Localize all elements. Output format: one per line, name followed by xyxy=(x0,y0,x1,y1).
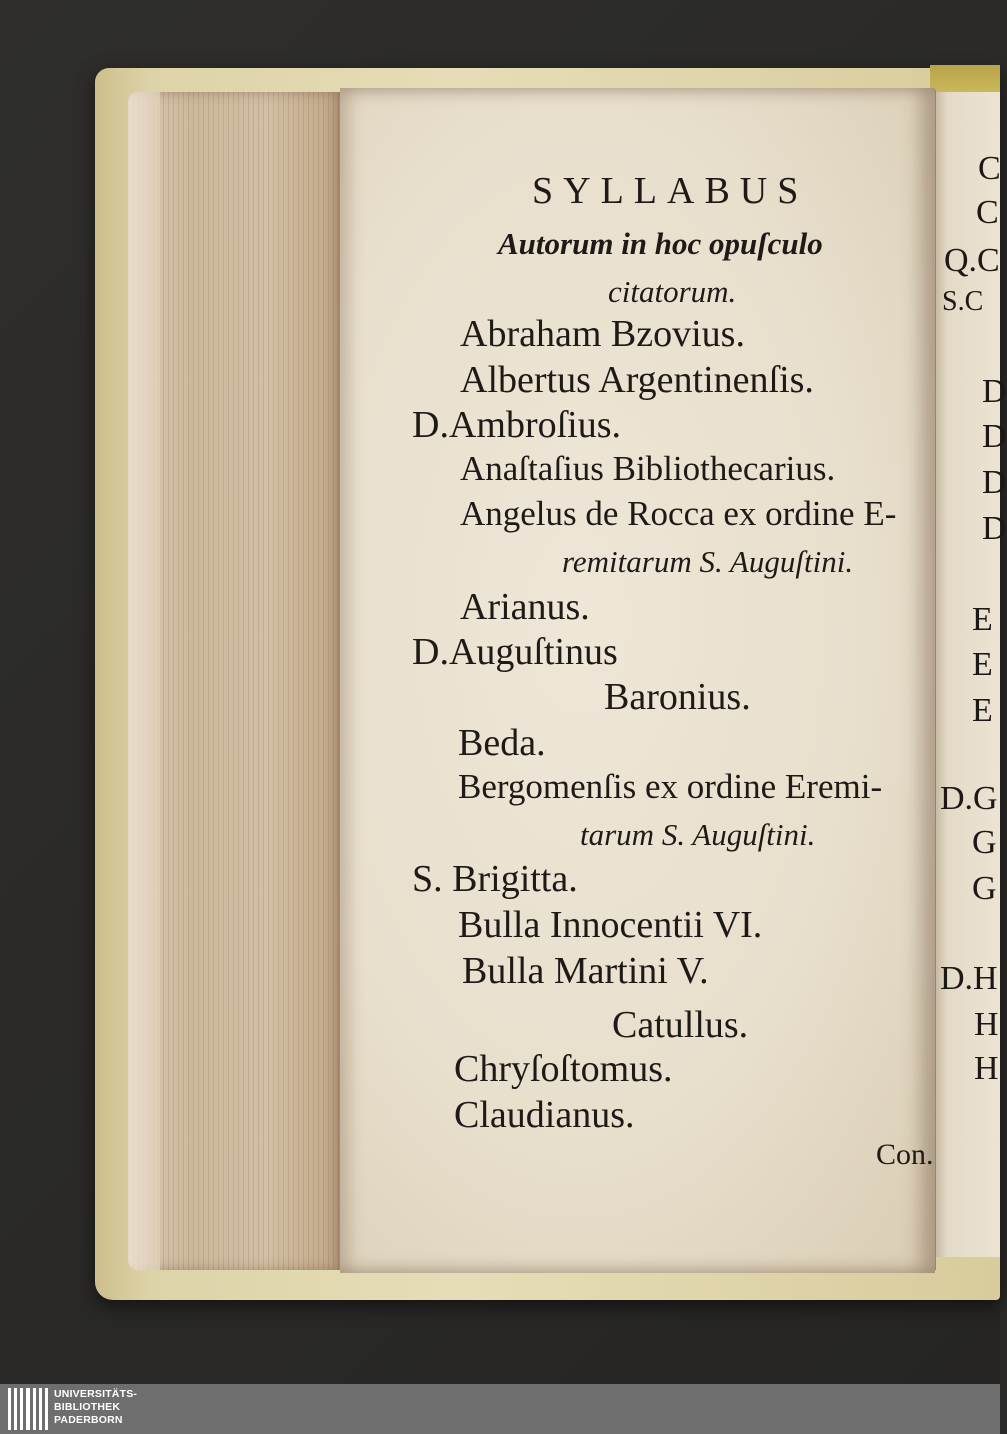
facing-fragment: H xyxy=(974,1050,999,1087)
library-logo-icon xyxy=(8,1388,48,1430)
entry-bergomensis: Bergomenſis ex ordine Eremi- xyxy=(458,767,883,806)
facing-fragment: C xyxy=(978,150,1001,187)
library-name-line-1: UNIVERSITÄTS- xyxy=(54,1388,138,1400)
entry-angelus-cont: remitarum S. Auguſtini. xyxy=(562,544,854,579)
entry-beda: Beda. xyxy=(458,722,546,764)
entry-angelus: Angelus de Rocca ex ordine E- xyxy=(460,494,897,533)
facing-fragment: Q.C xyxy=(944,242,1000,279)
entry-bulla-martini: Bulla Martini V. xyxy=(462,950,709,992)
entry-arianus: Arianus. xyxy=(460,586,590,628)
facing-fragment: E xyxy=(972,601,993,638)
page-edges xyxy=(128,92,343,1270)
page-edges-highlight xyxy=(128,92,160,1270)
facing-fragment: G xyxy=(972,824,997,861)
library-name xyxy=(54,1388,137,1427)
entry-augustinus: D.Auguſtinus xyxy=(412,631,618,673)
facing-fragment: H xyxy=(974,1006,999,1043)
entry-ambrosius: D.Ambroſius. xyxy=(412,404,621,446)
library-name-line-2: BIBLIOTHEK xyxy=(54,1401,121,1413)
entry-anastasius: Anaſtaſius Bibliothecarius. xyxy=(460,449,836,488)
entry-brigitta: S. Brigitta. xyxy=(412,858,578,900)
entry-baronius: Baronius. xyxy=(604,676,751,718)
entry-bulla-innocentii: Bulla Innocentii VI. xyxy=(458,904,763,946)
entry-chrysostomus: Chryſoſtomus. xyxy=(454,1048,673,1090)
facing-fragment: D xyxy=(982,510,1007,547)
library-name-line-3: PADERBORN xyxy=(54,1414,123,1426)
facing-fragment: C xyxy=(976,194,999,231)
page-heading: SYLLABUS xyxy=(532,170,809,212)
facing-fragment: D xyxy=(982,464,1007,501)
left-page xyxy=(340,88,935,1273)
bookmark-ribbon xyxy=(930,65,1000,95)
entry-bergomensis-cont: tarum S. Auguſtini. xyxy=(580,817,816,852)
entry-catullus: Catullus. xyxy=(612,1004,749,1046)
facing-fragment: G xyxy=(972,870,997,907)
facing-fragment: S.C xyxy=(942,286,984,317)
entry-albertus: Albertus Argentinenſis. xyxy=(460,359,814,401)
entry-abraham-bzovius: Abraham Bzovius. xyxy=(460,313,745,355)
facing-fragment: E xyxy=(972,646,993,683)
facing-fragment: D xyxy=(982,373,1007,410)
facing-fragment: D.H xyxy=(940,960,998,997)
page-subheading: Autorum in hoc opuſculo xyxy=(498,226,823,261)
facing-fragment: E xyxy=(972,692,993,729)
page-subheading-2: citatorum. xyxy=(608,274,737,309)
catchword: Con. xyxy=(876,1138,934,1171)
entry-claudianus: Claudianus. xyxy=(454,1094,635,1136)
library-footer xyxy=(0,1384,1000,1434)
facing-fragment: D xyxy=(982,418,1007,455)
facing-fragment: D.G xyxy=(940,780,998,817)
